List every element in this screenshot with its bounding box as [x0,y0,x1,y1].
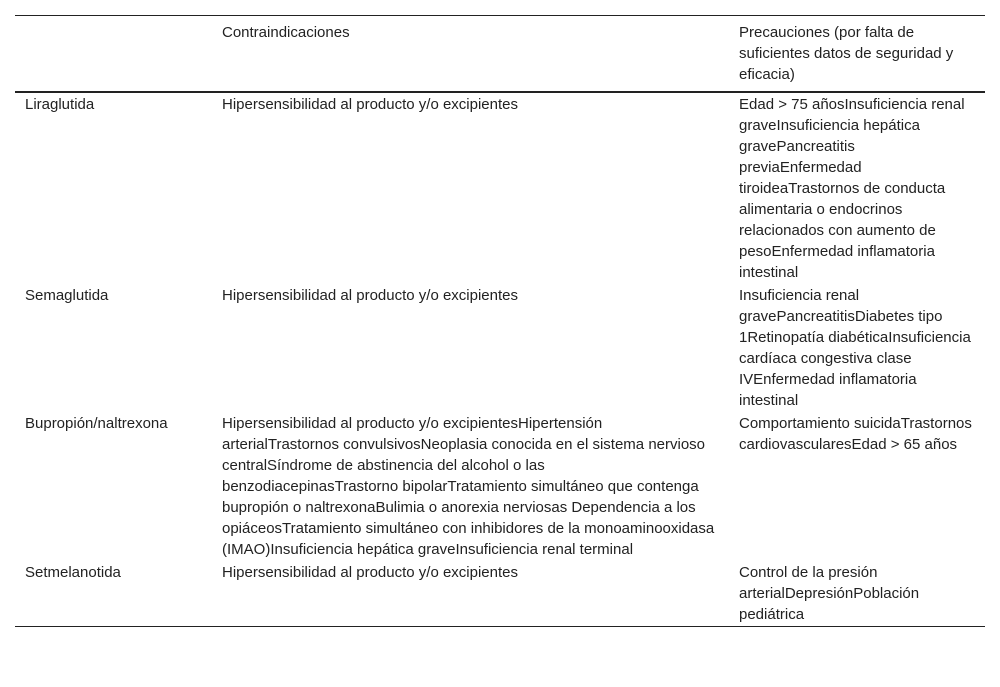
header-precautions: Precauciones (por falta de suficientes datos de seguridad y eficacia) [739,24,954,83]
precautions-cell: Insuficiencia renal gravePancreatitisDiabetes tipo 1Retinopatía diabéticaInsuficiencia cardíaca congestiva clase IVEnfermedad inflamatoria intestinal [739,287,971,409]
table-row [15,412,985,561]
table-row [15,561,985,627]
drug-name: Liraglutida [25,96,95,113]
header-contraindications: Contraindicaciones [222,24,350,41]
header-row [15,16,985,93]
table-body [15,92,985,627]
table-header [15,16,985,93]
drug-name: Setmelanotida [25,564,121,581]
drug-name: Bupropión/naltrexona [25,415,168,432]
header-drug [15,16,212,93]
contraindications-cell: Hipersensibilidad al producto y/o excipientes [222,564,519,581]
table-row [15,92,985,284]
contraindications-table [15,15,985,627]
table-row [15,284,985,412]
precautions-cell: Comportamiento suicidaTrastornos cardiovascularesEdad > 65 años [739,415,972,453]
contraindications-cell: Hipersensibilidad al producto y/o excipientes [222,287,519,304]
contraindications-table-container [15,15,985,627]
contraindications-cell: Hipersensibilidad al producto y/o excipientes [222,96,519,113]
drug-name: Semaglutida [25,287,109,304]
precautions-cell: Control de la presión arterialDepresiónPoblación pediátrica [739,564,920,623]
precautions-cell: Edad > 75 añosInsuficiencia renal graveInsuficiencia hepática gravePancreatitis previaEnfermedad tiroideaTrastornos de conducta alimentaria o endocrinos relacionados con aumento de pesoEnfermedad inflamatoria intestinal [739,96,965,281]
contraindications-cell: Hipersensibilidad al producto y/o excipientesHipertensión arterialTrastornos convulsivosNeoplasia conocida en el sistema nervioso centralSíndrome de abstinencia del alcohol o las benzodiacepinasTrastorno bipolarTratamiento simultáneo que contenga bupropión o naltrexonaBulimia o anorexia nerviosas Dependencia a los opiáceosTratamiento simultáneo con inhibidores de la monoaminooxidasa (IMAO)Insuficiencia hepática graveInsuficiencia renal terminal [222,415,715,558]
